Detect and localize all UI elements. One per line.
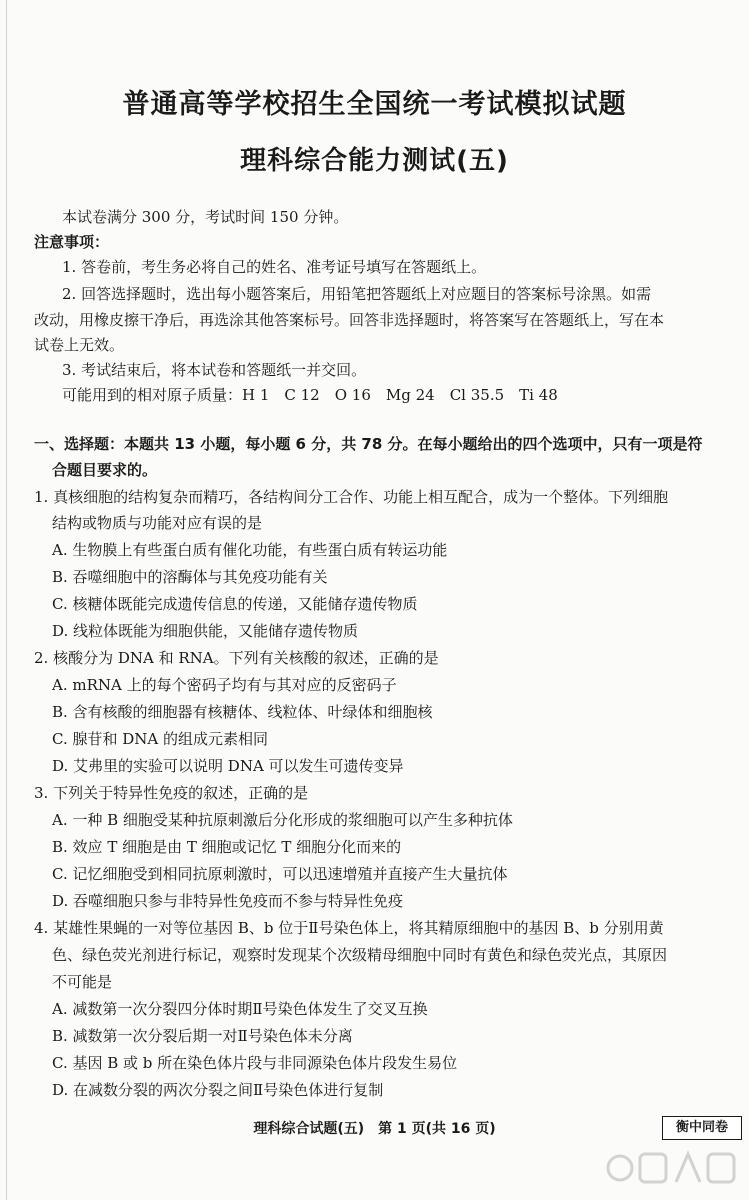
q3-option-c: C. 记忆细胞受到相同抗原刺激时，可以迅速增殖并直接产生大量抗体 [52,865,508,883]
q1-option-d: D. 线粒体既能为细胞供能，又能储存遗传物质 [52,622,359,640]
q2-option-b: B. 含有核酸的细胞器有核糖体、线粒体、叶绿体和细胞核 [52,703,433,721]
q2-option-d: D. 艾弗里的实验可以说明 DNA 可以发生可遗传变异 [52,757,404,775]
q4-option-d: D. 在减数分裂的两次分裂之间Ⅱ号染色体进行复制 [52,1081,384,1099]
watermark-logo-icon [600,1140,740,1196]
q4-option-a: A. 减数第一次分裂四分体时期Ⅱ号染色体发生了交叉互换 [52,1000,428,1018]
exam-subtitle: 理科综合能力测试(五) [240,146,509,176]
notes-heading: 注意事项： [34,233,110,251]
atomic-mass: 可能用到的相对原子质量：H 1 C 12 O 16 Mg 24 Cl 35.5 Ti 48 [62,386,558,404]
q4-stem-line1: 4. 某雄性果蝇的一对等位基因 B、b 位于Ⅱ号染色体上，将其精原细胞中的基因 B、b 分别用黄 [34,919,664,937]
q3-option-d: D. 吞噬细胞只参与非特异性免疫而不参与特异性免疫 [52,892,404,910]
q1-stem-line1: 1. 真核细胞的结构复杂而精巧，各结构间分工合作、功能上相互配合，成为一个整体。下列细胞 [34,488,669,506]
q4-stem-line3: 不可能是 [52,973,113,991]
q4-option-b: B. 减数第一次分裂后期一对Ⅱ号染色体未分离 [52,1027,353,1045]
exam-title: 普通高等学校招生全国统一考试模拟试题 [122,89,627,120]
note-2: 2. 回答选择题时，选出每小题答案后，用铅笔把答题纸上对应题目的答案标号涂黑。如需 [62,285,652,303]
section-heading-cont: 合题目要求的。 [52,461,158,479]
q1-option-c: C. 核糖体既能完成遗传信息的传递，又能储存遗传物质 [52,595,418,613]
q3-option-b: B. 效应 T 细胞是由 T 细胞或记忆 T 细胞分化而来的 [52,838,402,856]
q1-option-a: A. 生物膜上有些蛋白质有催化功能，有些蛋白质有转运功能 [52,541,448,559]
q3-option-a: A. 一种 B 细胞受某种抗原刺激后分化形成的浆细胞可以产生多种抗体 [52,811,513,829]
note-2-cont2: 试卷上无效。 [34,336,125,354]
q1-option-b: B. 吞噬细胞中的溶酶体与其免疫功能有关 [52,568,328,586]
brand-badge: 衡中同卷 [662,1116,742,1140]
q2-option-a: A. mRNA 上的每个密码子均有与其对应的反密码子 [52,676,397,694]
q4-stem-line2: 色、绿色荧光剂进行标记，观察时发现某个次级精母细胞中同时有黄色和绿色荧光点，其原因 [52,946,668,964]
section-heading: 一、选择题：本题共 13 小题，每小题 6 分，共 78 分。在每小题给出的四个选项中，只有一项是符 [34,435,703,453]
note-3: 3. 考试结束后，将本试卷和答题纸一并交回。 [62,361,367,379]
score-line: 本试卷满分 300 分，考试时间 150 分钟。 [62,208,349,226]
q2-stem: 2. 核酸分为 DNA 和 RNA。下列有关核酸的叙述，正确的是 [34,649,439,667]
note-1: 1. 答卷前，考生务必将自己的姓名、准考证号填写在答题纸上。 [62,258,487,276]
q4-option-c: C. 基因 B 或 b 所在染色体片段与非同源染色体片段发生易位 [52,1054,458,1072]
page-footer: 理科综合试题(五) 第 1 页(共 16 页) [253,1121,496,1137]
q1-stem-line2: 结构或物质与功能对应有误的是 [52,514,263,532]
note-2-cont: 改动，用橡皮擦干净后，再选涂其他答案标号。回答非选择题时，将答案写在答题纸上，写在本 [34,311,665,329]
margin-line [6,0,7,1200]
q2-option-c: C. 腺苷和 DNA 的组成元素相同 [52,730,268,748]
q3-stem: 3. 下列关于特异性免疫的叙述，正确的是 [34,784,309,802]
